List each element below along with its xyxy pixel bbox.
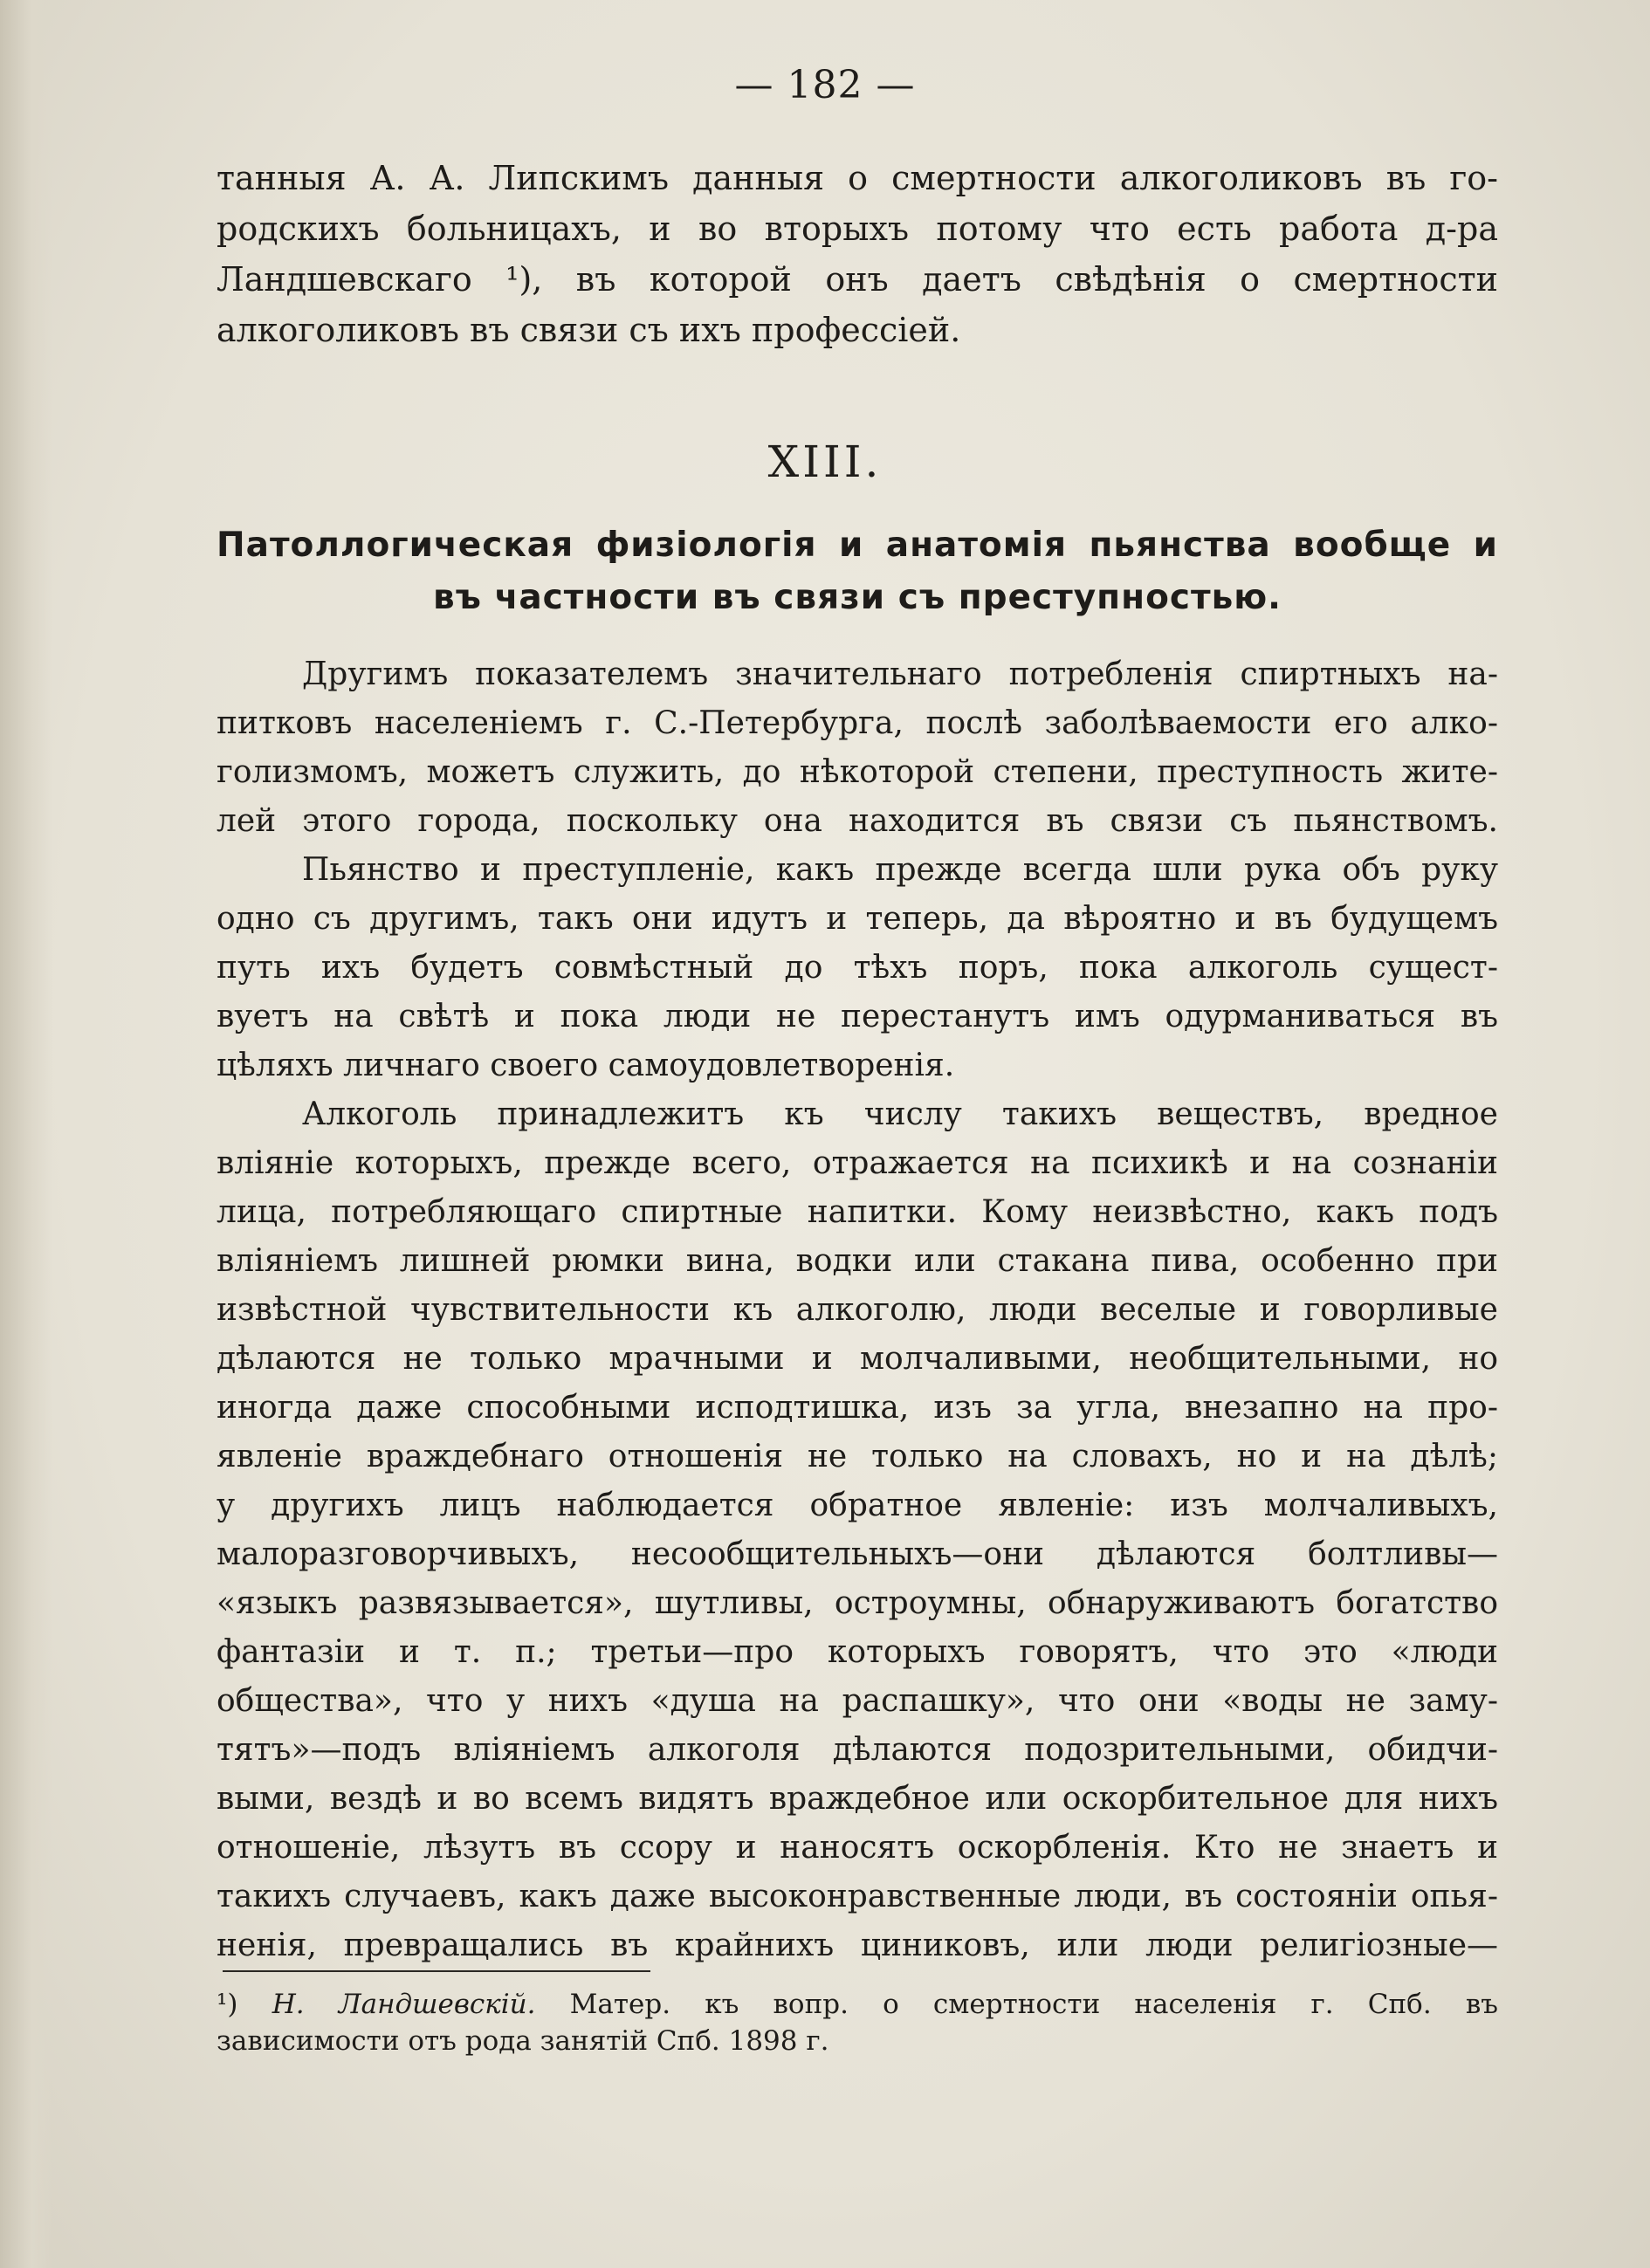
text-line: Другимъ показателемъ значительнаго потребленія спиртныхъ на-: [302, 656, 1498, 692]
text-line: малоразговорчивыхъ, несообщительныхъ—они дѣлаются болтливы—: [217, 1536, 1498, 1572]
text-line: питковъ населеніемъ г. С.-Петербурга, послѣ заболѣваемости его алко-: [217, 705, 1498, 741]
text-line: цѣляхъ личнаго своего самоудовлетворенія.: [217, 1048, 955, 1083]
footnote-line: зависимости отъ рода занятій Спб. 1898 г.: [217, 2025, 829, 2057]
text-line: Пьянство и преступленіе, какъ прежде всегда шли рука объ руку: [302, 852, 1498, 888]
text-line: иногда даже способными исподтишка, изъ за угла, внезапно на про-: [217, 1390, 1498, 1426]
text-line: вліяніе которыхъ, прежде всего, отражается на психикѣ и на сознаніи: [217, 1145, 1498, 1181]
text-line: путь ихъ будетъ совмѣстный до тѣхъ поръ, пока алкоголь сущест-: [217, 950, 1498, 986]
text-line: явленіе враждебнаго отношенія не только на словахъ, но и на дѣлѣ;: [217, 1439, 1498, 1474]
text-line: одно съ другимъ, такъ они идутъ и теперь, да вѣроятно и въ будущемъ: [217, 901, 1498, 937]
text-line: «языкъ развязывается», шутливы, остроумны, обнаруживаютъ богатство: [217, 1585, 1498, 1621]
text-line: ненія, превращались въ крайнихъ циниковъ, или люди религіозные—: [217, 1928, 1498, 1963]
text-line: вліяніемъ лишней рюмки вина, водки или стакана пива, особенно при: [217, 1243, 1498, 1279]
intro-paragraph: [217, 153, 1498, 355]
text-line: дѣлаются не только мрачными и молчаливыми, необщительными, но: [217, 1341, 1498, 1377]
page-gutter-shadow: [0, 0, 52, 2268]
footnote-text: Матер. къ вопр. о смертности населенія г. Спб. въ: [569, 1989, 1498, 2020]
text-line: отношеніе, лѣзутъ въ ссору и наносятъ оскорбленія. Кто не знаетъ и: [217, 1830, 1498, 1866]
text-line: извѣстной чувствительности къ алкоголю, люди веселые и говорливые: [217, 1292, 1498, 1328]
body-text: [217, 650, 1498, 1970]
footnote-line: [217, 1986, 1498, 2023]
section-number: XIII.: [767, 436, 883, 487]
text-line: родскихъ больницахъ, и во вторыхъ потому что есть работа д-ра: [217, 210, 1498, 248]
text-line: Алкоголь принадлежитъ къ числу такихъ веществъ, вредное: [302, 1096, 1498, 1132]
text-line: фантазіи и т. п.; третьи—про которыхъ говорятъ, что это «люди: [217, 1634, 1498, 1670]
footnote-marker: ¹): [217, 1989, 238, 2020]
section-heading: [217, 519, 1498, 624]
heading-line: Патоллогическая физіологія и анатомія пьянства вообще и: [217, 526, 1498, 565]
page-number: — 182 —: [734, 63, 916, 107]
text-line: такихъ случаевъ, какъ даже высоконравственные люди, въ состояніи опья-: [217, 1879, 1498, 1914]
footnote-author: Н. Ландшевскій.: [272, 1989, 536, 2020]
footnote: [217, 1986, 1498, 2059]
text-line: голизмомъ, можетъ служить, до нѣкоторой степени, преступность жите-: [217, 754, 1498, 790]
heading-line: въ частности въ связи съ преступностью.: [433, 578, 1282, 617]
text-line: лица, потребляющаго спиртные напитки. Кому неизвѣстно, какъ подъ: [217, 1194, 1498, 1230]
text-line: Ландшевскаго ¹), въ которой онъ даетъ свѣдѣнія о смертности: [217, 260, 1498, 299]
text-line: выми, вездѣ и во всемъ видятъ враждебное или оскорбительное для нихъ: [217, 1781, 1498, 1817]
text-line: танныя А. А. Липскимъ данныя о смертности алкоголиковъ въ го-: [217, 159, 1498, 197]
footnote-divider: [223, 1970, 650, 1972]
text-line: у другихъ лицъ наблюдается обратное явленіе: изъ молчаливыхъ,: [217, 1488, 1498, 1523]
text-line: лей этого города, поскольку она находится въ связи съ пьянствомъ.: [217, 803, 1498, 839]
text-line: алкоголиковъ въ связи съ ихъ профессіей.: [217, 311, 961, 349]
text-line: общества», что у нихъ «душа на распашку», что они «воды не заму-: [217, 1683, 1498, 1719]
text-line: тятъ»—подъ вліяніемъ алкоголя дѣлаются подозрительными, обидчи-: [217, 1732, 1498, 1768]
text-line: вуетъ на свѣтѣ и пока люди не перестанутъ имъ одурманиваться въ: [217, 999, 1498, 1034]
